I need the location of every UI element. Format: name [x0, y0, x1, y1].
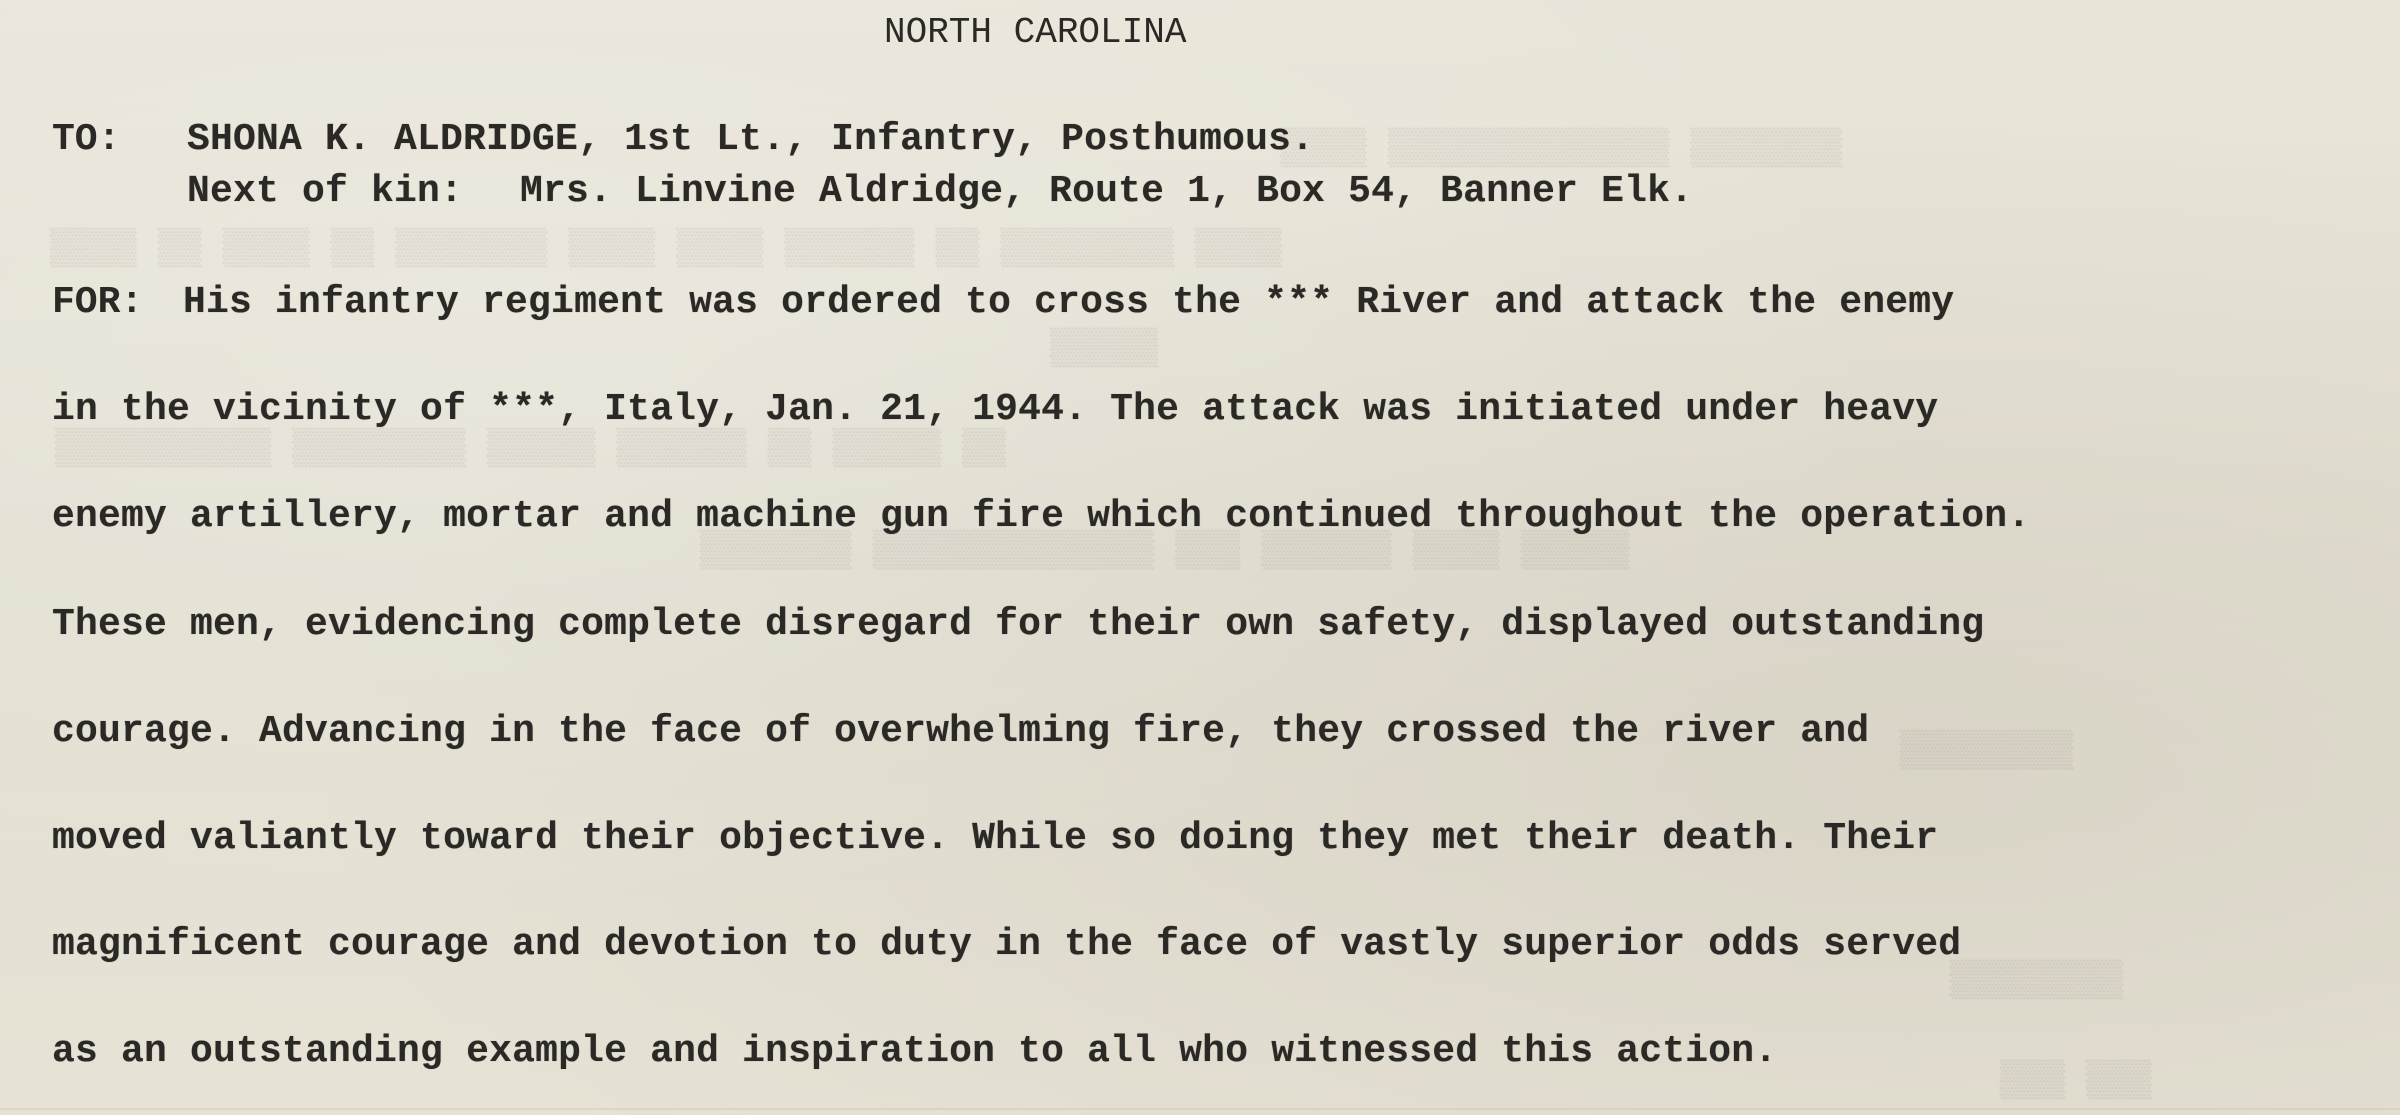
bleed-through-mark: ▒▒▒▒▒▒▒ ▒▒▒▒▒▒▒▒▒▒▒▒▒ ▒▒▒▒: [1280, 128, 1842, 169]
to-label: TO:: [52, 118, 121, 161]
bleed-through-mark: ▒▒▒▒▒▒▒▒: [1900, 730, 2073, 771]
citation-line: courage. Advancing in the face of overwhelming fire, they crossed the river and: [52, 710, 1870, 753]
state-heading: NORTH CAROLINA: [884, 12, 1187, 53]
bleed-through-mark: ▒▒▒▒ ▒▒▒▒▒▒▒▒ ▒▒ ▒▒▒▒▒▒ ▒▒▒▒ ▒▒▒▒ ▒▒▒▒▒▒▒ ▒▒ ▒▒▒▒ ▒▒ ▒▒▒▒: [50, 228, 1282, 269]
bleed-through-mark: ▒▒▒ ▒▒▒: [2000, 1060, 2152, 1101]
citation-line: in the vicinity of ***, Italy, Jan. 21, 1944. The attack was initiated under heavy: [52, 388, 1939, 431]
citation-line: enemy artillery, mortar and machine gun fire which continued throughout the operation.: [52, 495, 2031, 538]
citation-line: as an outstanding example and inspiration to all who witnessed this action.: [52, 1030, 1778, 1073]
paper-edge: [0, 1108, 2400, 1110]
bleed-through-mark: ▒▒▒▒▒ ▒▒▒▒ ▒▒▒▒▒▒ ▒▒▒ ▒▒▒▒▒▒▒▒▒▒▒▒▒ ▒▒▒▒▒▒▒: [700, 530, 1629, 571]
next-of-kin-label: Next of kin:: [187, 170, 464, 213]
citation-line: magnificent courage and devotion to duty in the face of vastly superior odds served: [52, 923, 1962, 966]
citation-line: These men, evidencing complete disregard for their own safety, displayed outstanding: [52, 603, 1985, 646]
bleed-through-mark: ▒▒▒▒▒▒▒▒: [1950, 960, 2123, 1001]
citation-line: moved valiantly toward their objective. While so doing they met their death. Their: [52, 817, 1939, 860]
citation-line: His infantry regiment was ordered to cross the *** River and attack the enemy: [183, 281, 1955, 324]
next-of-kin-address: Mrs. Linvine Aldridge, Route 1, Box 54, Banner Elk.: [520, 170, 1694, 213]
recipient-name: SHONA K. ALDRIDGE, 1st Lt., Infantry, Posthumous.: [187, 118, 1315, 161]
for-label: FOR:: [52, 281, 144, 324]
bleed-through-mark: ▒▒▒▒▒: [1050, 328, 1159, 369]
bleed-through-mark: ▒▒ ▒▒▒▒▒ ▒▒ ▒▒▒▒▒▒ ▒▒▒▒▒ ▒▒▒▒▒▒▒▒ ▒▒▒▒▒▒▒▒▒▒: [55, 428, 1006, 469]
